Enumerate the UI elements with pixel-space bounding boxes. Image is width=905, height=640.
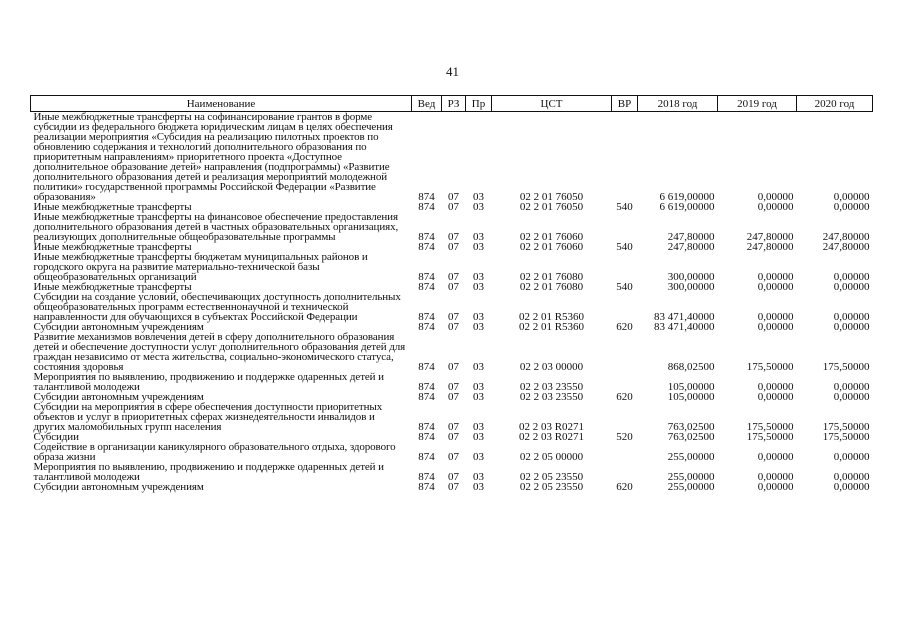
header-ved: Вед — [412, 96, 442, 112]
row-2020: 0,00000 — [833, 481, 870, 493]
row-cst: 02 2 03 23550 — [519, 391, 584, 403]
row-ved: 874 — [418, 391, 435, 403]
header-name: Наименование — [31, 96, 412, 112]
row-cst: 02 2 01 76060 — [519, 231, 584, 243]
row-rz: 07 — [448, 311, 459, 323]
row-2020: 0,00000 — [833, 201, 870, 213]
row-2020: 175,50000 — [822, 431, 870, 443]
row-name: Субсидии автономным учреждениям — [33, 391, 204, 403]
row-cst: 02 2 05 23550 — [519, 471, 584, 483]
table-row — [31, 442, 873, 462]
row-ved: 874 — [418, 481, 435, 493]
table-row — [31, 292, 873, 322]
table-row — [31, 212, 873, 242]
row-rz: 07 — [448, 361, 459, 373]
row-2020: 247,80000 — [822, 241, 870, 253]
row-ved: 874 — [418, 451, 435, 463]
header-cst: ЦСТ — [492, 96, 612, 112]
row-ved: 874 — [418, 281, 435, 293]
row-name: Иные межбюджетные трансферты бюджетам муниципальных районов и городского округа на развитие материально-технической базы общеобразовательных организаций — [33, 251, 368, 283]
row-rz: 07 — [448, 481, 459, 493]
row-2018: 83 471,40000 — [654, 311, 715, 323]
table-row — [31, 372, 873, 392]
row-rz: 07 — [448, 281, 459, 293]
row-2019: 0,00000 — [757, 451, 794, 463]
row-cst: 02 2 03 00000 — [519, 361, 584, 373]
row-vr — [612, 212, 638, 242]
row-name: Иные межбюджетные трансферты на софинансирование грантов в форме субсидии из федерального бюджета юридическим лицам в целях обеспечения реализации мероприятия «Субсидия на реализацию пилотных проектов по обновлению содержания и технологий дополнительного образования по приоритетным направлениям» приоритетного проекта «Доступное дополнительное образование детей» направления (подпрограммы) «Развитие дополнительного образования детей и реализация мероприятий молодежной политики» государственной программы Российской Федерации «Развитие образования» — [33, 111, 393, 203]
row-2018: 763,02500 — [667, 421, 715, 433]
row-cst: 02 2 03 23550 — [519, 381, 584, 393]
row-2018: 255,00000 — [667, 481, 715, 493]
header-vr: ВР — [612, 96, 638, 112]
row-2020: 0,00000 — [833, 191, 870, 203]
row-name: Субсидии автономным учреждениям — [33, 481, 204, 493]
row-vr: 620 — [616, 391, 633, 403]
header-2020: 2020 год — [797, 96, 873, 112]
row-2018: 255,00000 — [667, 471, 715, 483]
row-pr: 03 — [473, 431, 484, 443]
row-2019: 0,00000 — [757, 391, 794, 403]
row-2019: 0,00000 — [757, 481, 794, 493]
row-pr: 03 — [473, 231, 484, 243]
row-name: Субсидии на создание условий, обеспечивающих доступность дополнительных общеобразовательных программ естественнонаучной и технической направленности для обучающихся в субъектах Российской Федерации — [33, 291, 401, 323]
row-2018: 6 619,00000 — [659, 191, 715, 203]
row-2019: 175,50000 — [746, 431, 794, 443]
row-cst: 02 2 01 76060 — [519, 241, 584, 253]
row-ved: 874 — [418, 201, 435, 213]
row-ved: 874 — [418, 361, 435, 373]
row-name: Иные межбюджетные трансферты — [33, 201, 192, 213]
table-row — [31, 332, 873, 372]
row-cst: 02 2 05 23550 — [519, 481, 584, 493]
row-name: Субсидии — [33, 431, 79, 443]
row-pr: 03 — [473, 271, 484, 283]
row-pr: 03 — [473, 481, 484, 493]
row-ved: 874 — [418, 271, 435, 283]
row-2020: 0,00000 — [833, 311, 870, 323]
row-pr: 03 — [473, 321, 484, 333]
row-2020: 0,00000 — [833, 321, 870, 333]
row-vr: 620 — [616, 481, 633, 493]
row-ved: 874 — [418, 471, 435, 483]
row-pr: 03 — [473, 201, 484, 213]
row-2018: 868,02500 — [667, 361, 715, 373]
row-vr: 520 — [616, 431, 633, 443]
row-vr — [612, 252, 638, 282]
row-rz: 07 — [448, 391, 459, 403]
table-row — [31, 402, 873, 432]
row-2018: 247,80000 — [667, 231, 715, 243]
table-header-row — [31, 96, 873, 112]
row-pr: 03 — [473, 421, 484, 433]
table-row — [31, 482, 873, 492]
header-rz: РЗ — [442, 96, 466, 112]
row-rz: 07 — [448, 431, 459, 443]
budget-table — [30, 95, 873, 492]
row-2020: 0,00000 — [833, 271, 870, 283]
row-rz: 07 — [448, 201, 459, 213]
row-2018: 83 471,40000 — [654, 321, 715, 333]
row-cst: 02 2 01 76050 — [519, 201, 584, 213]
row-ved: 874 — [418, 381, 435, 393]
row-vr: 540 — [616, 201, 633, 213]
row-cst: 02 2 01 76050 — [519, 191, 584, 203]
row-vr — [612, 462, 638, 482]
row-2020: 175,50000 — [822, 361, 870, 373]
row-ved: 874 — [418, 431, 435, 443]
header-2019: 2019 год — [718, 96, 797, 112]
row-2019: 0,00000 — [757, 201, 794, 213]
row-2020: 247,80000 — [822, 231, 870, 243]
row-name: Мероприятия по выявлению, продвижению и поддержке одаренных детей и талантливой молодежи — [33, 371, 384, 393]
row-2018: 6 619,00000 — [659, 201, 715, 213]
row-cst: 02 2 01 76080 — [519, 271, 584, 283]
row-vr — [612, 332, 638, 372]
row-pr: 03 — [473, 451, 484, 463]
row-2020: 0,00000 — [833, 381, 870, 393]
row-2019: 247,80000 — [746, 241, 794, 253]
row-2018: 300,00000 — [667, 281, 715, 293]
row-rz: 07 — [448, 321, 459, 333]
row-name: Содействие в организации каникулярного образовательного отдыха, здорового образа жизни — [33, 441, 396, 463]
row-pr: 03 — [473, 471, 484, 483]
row-2018: 255,00000 — [667, 451, 715, 463]
row-vr — [612, 402, 638, 432]
row-2020: 175,50000 — [822, 421, 870, 433]
row-2018: 105,00000 — [667, 381, 715, 393]
header-2018: 2018 год — [638, 96, 718, 112]
row-ved: 874 — [418, 231, 435, 243]
row-2019: 0,00000 — [757, 321, 794, 333]
row-vr — [612, 112, 638, 203]
row-rz: 07 — [448, 241, 459, 253]
row-rz: 07 — [448, 421, 459, 433]
row-2019: 175,50000 — [746, 361, 794, 373]
row-rz: 07 — [448, 451, 459, 463]
row-2019: 0,00000 — [757, 271, 794, 283]
row-ved: 874 — [418, 191, 435, 203]
row-vr — [612, 372, 638, 392]
row-cst: 02 2 01 R5360 — [518, 311, 585, 323]
row-cst: 02 2 01 R5360 — [518, 321, 585, 333]
row-2019: 0,00000 — [757, 281, 794, 293]
row-name: Развитие механизмов вовлечения детей в сферу дополнительного образования детей и обеспечение доступности услуг дополнительного образования детей для граждан независимо от места жительства, социально-экономического статуса, состояния здоровья — [33, 331, 406, 373]
row-pr: 03 — [473, 311, 484, 323]
row-name: Субсидии автономным учреждениям — [33, 321, 204, 333]
row-ved: 874 — [418, 311, 435, 323]
table-body — [31, 112, 873, 493]
row-name: Иные межбюджетные трансферты — [33, 241, 192, 253]
row-2019: 247,80000 — [746, 231, 794, 243]
row-2020: 0,00000 — [833, 281, 870, 293]
table-row — [31, 112, 873, 203]
row-2018: 763,02500 — [667, 431, 715, 443]
row-rz: 07 — [448, 471, 459, 483]
row-ved: 874 — [418, 421, 435, 433]
row-2018: 105,00000 — [667, 391, 715, 403]
row-ved: 874 — [418, 241, 435, 253]
row-name: Иные межбюджетные трансферты на финансовое обеспечение предоставления дополнительного образования детей в частных образовательных организациях, реализующих дополнительные общеобразовательные программы — [33, 211, 399, 243]
row-pr: 03 — [473, 281, 484, 293]
row-pr: 03 — [473, 391, 484, 403]
row-2020: 0,00000 — [833, 451, 870, 463]
row-pr: 03 — [473, 361, 484, 373]
row-2020: 0,00000 — [833, 391, 870, 403]
row-2018: 247,80000 — [667, 241, 715, 253]
row-2019: 0,00000 — [757, 311, 794, 323]
row-vr: 540 — [616, 241, 633, 253]
row-cst: 02 2 03 R0271 — [518, 421, 585, 433]
row-2018: 300,00000 — [667, 271, 715, 283]
row-pr: 03 — [473, 191, 484, 203]
row-vr — [612, 292, 638, 322]
row-name: Субсидии на мероприятия в сфере обеспечения доступности приоритетных объектов и услуг в приоритетных сферах жизнедеятельности инвалидов и других маломобильных групп населения — [33, 401, 383, 433]
row-name: Мероприятия по выявлению, продвижению и поддержке одаренных детей и талантливой молодежи — [33, 461, 384, 483]
row-name: Иные межбюджетные трансферты — [33, 281, 192, 293]
row-cst: 02 2 01 76080 — [519, 281, 584, 293]
row-2019: 0,00000 — [757, 191, 794, 203]
row-ved: 874 — [418, 321, 435, 333]
row-rz: 07 — [448, 381, 459, 393]
row-rz: 07 — [448, 191, 459, 203]
table-row — [31, 252, 873, 282]
row-vr: 540 — [616, 281, 633, 293]
row-2019: 0,00000 — [757, 381, 794, 393]
row-rz: 07 — [448, 231, 459, 243]
row-vr — [612, 442, 638, 462]
row-2020: 0,00000 — [833, 471, 870, 483]
row-pr: 03 — [473, 381, 484, 393]
table-row — [31, 462, 873, 482]
row-cst: 02 2 05 00000 — [519, 451, 584, 463]
row-rz: 07 — [448, 271, 459, 283]
row-2019: 0,00000 — [757, 471, 794, 483]
header-pr: Пр — [466, 96, 492, 112]
row-cst: 02 2 03 R0271 — [518, 431, 585, 443]
row-2019: 175,50000 — [746, 421, 794, 433]
row-pr: 03 — [473, 241, 484, 253]
row-vr: 620 — [616, 321, 633, 333]
page-number: 41 — [446, 64, 459, 79]
